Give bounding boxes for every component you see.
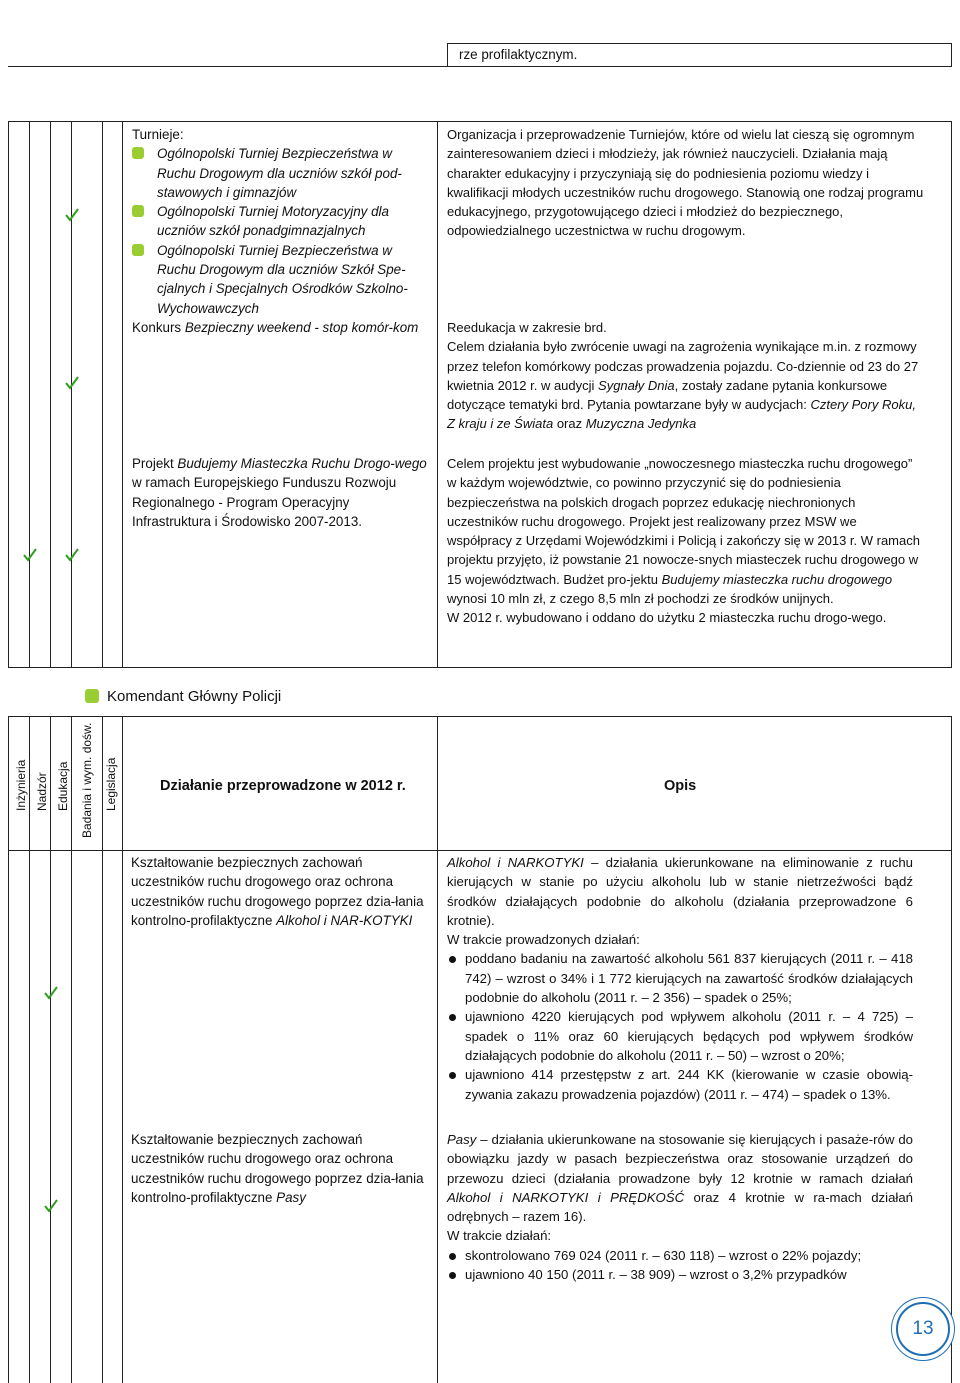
turniej-item: Ogólnopolski Turniej Bezpieczeństwa w Ruchu Drogowym dla uczniów Szkół Spe-cjalnych i Specjalnych Ośrodków Szkolno-Wychowawczych	[132, 241, 428, 318]
list-item: poddano badaniu na zawartość alkoholu 561 837 kierujących (2011 r. – 418 742) – wzrost o 34% i 1 772 kierujących na zawartość środków działających podobnie do alkoholu (2011 r. – 2 356) – spadek o 25%;	[447, 949, 913, 1007]
checkmark-icon	[43, 985, 59, 1001]
turnieje-cell	[132, 125, 428, 318]
rule	[8, 716, 9, 1383]
rule	[29, 716, 30, 1383]
green-bullet-icon	[85, 689, 99, 703]
rule	[122, 121, 123, 668]
list-item: ujawniono 4220 kierujących pod wpływem alkoholu (2011 r. – 4 725) – spadek o 11% oraz 60 kierujących będących pod wpływem środków działających podobnie do alkoholu (2011 r. – 50) – wzrost o 20%;	[447, 1007, 913, 1065]
col-header-badania: Badania i wym. dośw.	[80, 722, 94, 838]
rule	[122, 716, 123, 1383]
list-item: ujawniono 40 150 (2011 r. – 38 909) – wzrost o 3,2% przypadków	[447, 1265, 913, 1284]
col-header-legislacja: Legislacja	[104, 757, 118, 811]
rule	[50, 121, 51, 668]
rule	[8, 121, 9, 668]
rule	[8, 667, 952, 668]
rule	[951, 716, 952, 1383]
checkmark-icon	[64, 547, 80, 563]
green-bullet-icon	[132, 244, 144, 256]
turnieje-heading: Turnieje:	[132, 127, 184, 142]
col-header-nadzor: Nadzór	[35, 772, 49, 811]
turniej-item: Ogólnopolski Turniej Bezpieczeństwa w Ruchu Drogowym dla uczniów szkół pod-stawowych i gimnazjów	[132, 144, 428, 202]
turniej-item: Ogólnopolski Turniej Motoryzacyjny dla uczniów szkół ponadgimnazjalnych	[132, 202, 428, 241]
rule	[50, 716, 51, 1383]
checkmark-icon	[64, 375, 80, 391]
rule	[8, 66, 952, 67]
alkohol-action: Kształtowanie bezpiecznych zachowań uczestników ruchu drogowego oraz ochrona uczestników ruchu drogowego poprzez dzia-łania kontrolno-profilaktyczne Alkohol i NAR-KOTYKI	[131, 855, 424, 928]
checkmark-icon	[22, 547, 38, 563]
green-bullet-icon	[132, 205, 144, 217]
rule	[8, 121, 952, 122]
section-title: Komendant Główny Policji	[107, 688, 282, 705]
projekt-cell: Projekt Budujemy Miasteczka Ruchu Drogo-wego w ramach Europejskiego Funduszu Rozwoju Regionalnego - Program Operacyjny Infrastruktura i Środowisko 2007-2013.	[132, 456, 427, 529]
rule	[71, 716, 72, 1383]
rule	[102, 121, 103, 668]
turnieje-description: Organizacja i przeprowadzenie Turniejów, które od wielu lat cieszą się ogromnym zainteresowaniem dzieci i młodzieży, jak również nauczycieli. Działania mają charakter edukacyjny i przyczyniają się do podniesienia poziomu wiedzy i kwalifikacji młodych uczestników ruchu drogowego. Stanowią one rodzaj programu edukacyjnego, przygotowującego dzieci i młodzież do bezpiecznego, odpowiedzialnego uczestnictwa w ruchu drogowym.	[447, 127, 924, 239]
page-number: 13	[896, 1302, 950, 1356]
alkohol-results-list	[447, 949, 913, 1103]
rule	[437, 716, 438, 1383]
top-cell-text: rze profilaktycznym.	[459, 47, 578, 62]
checkmark-icon	[64, 207, 80, 223]
header-action: Działanie przeprowadzone w 2012 r.	[160, 778, 406, 794]
pasy-action: Kształtowanie bezpiecznych zachowań uczestników ruchu drogowego oraz ochrona uczestników ruchu drogowego poprzez dzia-łania kontrolno-profilaktyczne Pasy	[131, 1132, 424, 1205]
rule	[951, 43, 952, 67]
reedukacja-description: Reedukacja w zakresie brd. Celem działania było zwrócenie uwagi na zagrożenia wynikające m.in. z rozmowy przez telefon komórkowy podczas prowadzenia pojazdu. Co-dziennie od 23 do 27 kwietnia 2012 r. w audycji Sygnały Dnia, zostały zadane pytania konkursowe dotyczące tematyki brd. Pytania powtarzane były w audycjach: Cztery Pory Roku, Z kraju i ze Świata oraz Muzyczna Jedynka	[447, 320, 919, 432]
rule	[951, 121, 952, 668]
list-item: ujawniono 414 przestępstw z art. 244 KK (kierowanie w czasie obowią-zywania zakazu prowadzenia pojazdów) (2011 r. – 474) – spadek o 13%.	[447, 1065, 913, 1104]
list-item: skontrolowano 769 024 (2011 r. – 630 118) – wzrost o 22% pojazdy;	[447, 1246, 913, 1265]
alkohol-description: Alkohol i NARKOTYKI – działania ukierunkowane na eliminowanie z ruchu kierujących w stanie po użyciu alkoholu lub w stanie nietrzeźwości bądź środków działających podobnie do alkoholu (działania przeprowadzone 6 krotnie). W trakcie prowadzonych działań: poddano badaniu na zawartość alkoholu 561 837 kierujących (2011 r. – 418 742) – wzrost o 34% i 1 772 kierujących na zawartość środków działających podobnie do alkoholu (2011 r. – 2 356) – spadek o 25%; ujawniono 4220 kierujących pod wpływem alkoholu (2011 r. – 4 725) – spadek o 11% oraz 60 kierujących będących pod wpływem środków działających podobnie do alkoholu (2011 r. – 50) – wzrost o 20%; ujawniono 414 przestępstw z art. 244 KK (kierowanie w czasie obowią-zywania zakazu prowadzenia pojazdów) (2011 r. – 474) – spadek o 13%.	[447, 853, 913, 1104]
checkmark-icon	[43, 1198, 59, 1214]
rule	[447, 43, 448, 67]
rule	[437, 121, 438, 668]
green-bullet-icon	[132, 147, 144, 159]
col-header-edukacja: Edukacja	[56, 761, 70, 811]
pasy-results-list	[447, 1246, 913, 1285]
konkurs-cell: Konkurs Bezpieczny weekend - stop komór-kom	[132, 320, 419, 335]
projekt-description: Celem projektu jest wybudowanie „nowoczesnego miasteczka ruchu drogowego” w każdym województwie, co powinno przyczynić się do podniesienia bezpieczeństwa na polskich drogach poprzez edukację niechronionych uczestników ruchu drogowego. Projekt jest realizowany przez MSW we współpracy z Urzędami Wojewódzkimi i Policją i zakończy się w 2013 r. W ramach projektu przyjęto, iż powstanie 21 nowocze-snych miasteczek ruchu drogowego w 15 województwach. Budżet pro-jektu Budujemy miasteczka ruchu drogowego wynosi 10 mln zł, z czego 8,5 mln zł pochodzi ze środków unijnych. W 2012 r. wybudowano i oddano do użytku 2 miasteczka ruchu drogo-wego.	[447, 456, 920, 626]
rule	[8, 850, 952, 851]
rule	[102, 716, 103, 1383]
header-description: Opis	[664, 778, 697, 794]
col-header-inzynieria: Inżynieria	[14, 759, 28, 811]
pasy-description: Pasy – działania ukierunkowane na stosowanie się kierujących i pasaże-rów do obowiązku jazdy w pasach bezpieczeństwa oraz stosowanie urządzeń do przewozu dzieci (działania prowadzone były 12 krotnie w ramach działań Alkohol i NARKOTYKI i PRĘDKOŚĆ oraz 4 krotnie w ra-mach działań odrębnych – razem 16). W trakcie działań: skontrolowano 769 024 (2011 r. – 630 118) – wzrost o 22% pojazdy; ujawniono 40 150 (2011 r. – 38 909) – wzrost o 3,2% przypadków	[447, 1130, 913, 1284]
rule	[71, 121, 72, 668]
rule	[8, 716, 952, 717]
rule	[29, 121, 30, 668]
rule	[447, 43, 952, 44]
